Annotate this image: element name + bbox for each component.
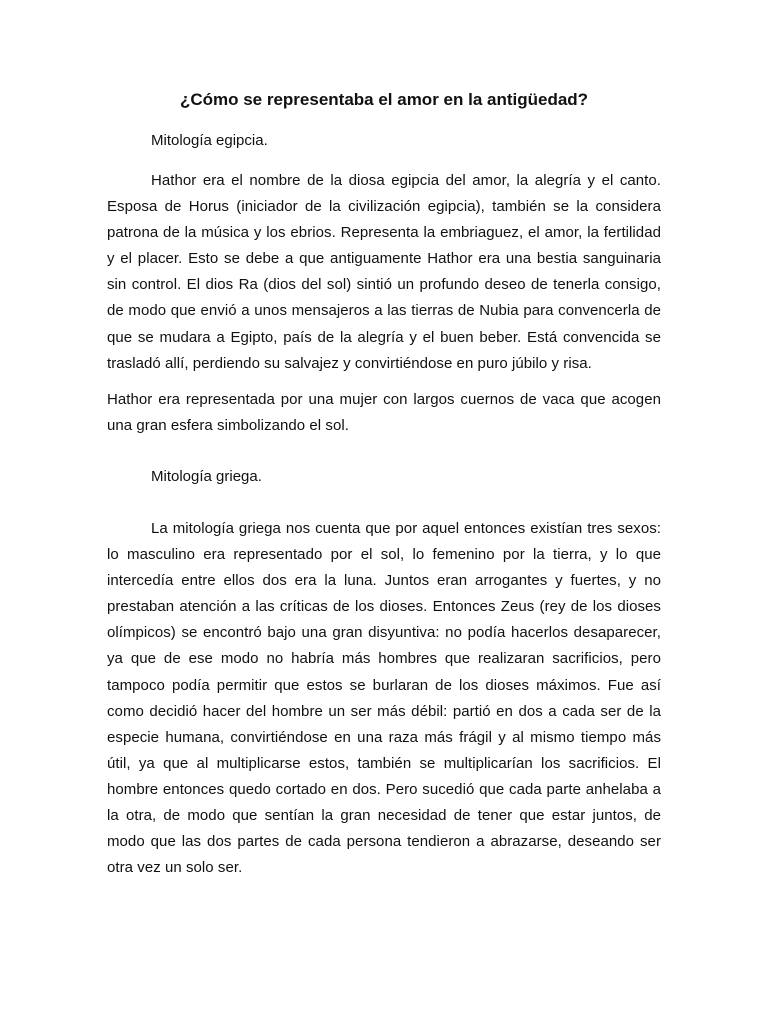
paragraph-greek-myth: La mitología griega nos cuenta que por aquel entonces existían tres sexos: lo masculino era representado por el sol, lo femenino por la tierra, y lo que intercedía entre ellos dos era la luna. Juntos eran arrogantes y fuertes, y no prestaban atención a las críticas de los dioses. Entonces Zeus (rey de los dioses olímpicos) se encontró bajo una gran disyuntiva: no podía hacerlos desaparecer, ya que de ese modo no habría más hombres que realizaran sacrificios, pero tampoco podía permitir que estos se burlaran de los dioses máximos. Fue así como decidió hacer del hombre un ser más débil: partió en dos a cada ser de la especie humana, convirtiéndose en una raza más frágil y al mismo tiempo más útil, ya que al multiplicarse estos, también se multiplicarían los sacrificios. El hombre entonces quedo cortado en dos. Pero sucedió que cada parte anhelaba a la otra, de modo que sentían la gran necesidad de tener que estar juntos, de modo que las dos partes de cada persona tendieron a abrazarse, deseando ser otra vez un solo ser. xyxy=(107,520,661,877)
section-heading-egyptian: Mitología egipcia. xyxy=(151,132,268,149)
section-heading-greek: Mitología griega. xyxy=(151,468,262,485)
paragraph-hathor-story: Hathor era el nombre de la diosa egipcia del amor, la alegría y el canto. Esposa de Horus (iniciador de la civilización egipcia), también se la considera patrona de la música y los ebrios. Representa la embriaguez, el amor, la fertilidad y el placer. Esto se debe a que antiguamente Hathor era una bestia sanguinaria sin control. El dios Ra (dios del sol) sintió un profundo deseo de tenerla consigo, de modo que envió a unos mensajeros a las tierras de Nubia para convencerla de que se mudara a Egipto, país de la alegría y el buen beber. Está convencida se trasladó allí, perdiendo su salvajez y convirtiéndose en puro júbilo y risa. xyxy=(107,172,661,372)
paragraph-hathor-depiction: Hathor era representada por una mujer con largos cuernos de vaca que acogen una gran esfera simbolizando el sol. xyxy=(107,391,661,435)
document-title: ¿Cómo se representaba el amor en la antigüedad? xyxy=(179,90,589,109)
